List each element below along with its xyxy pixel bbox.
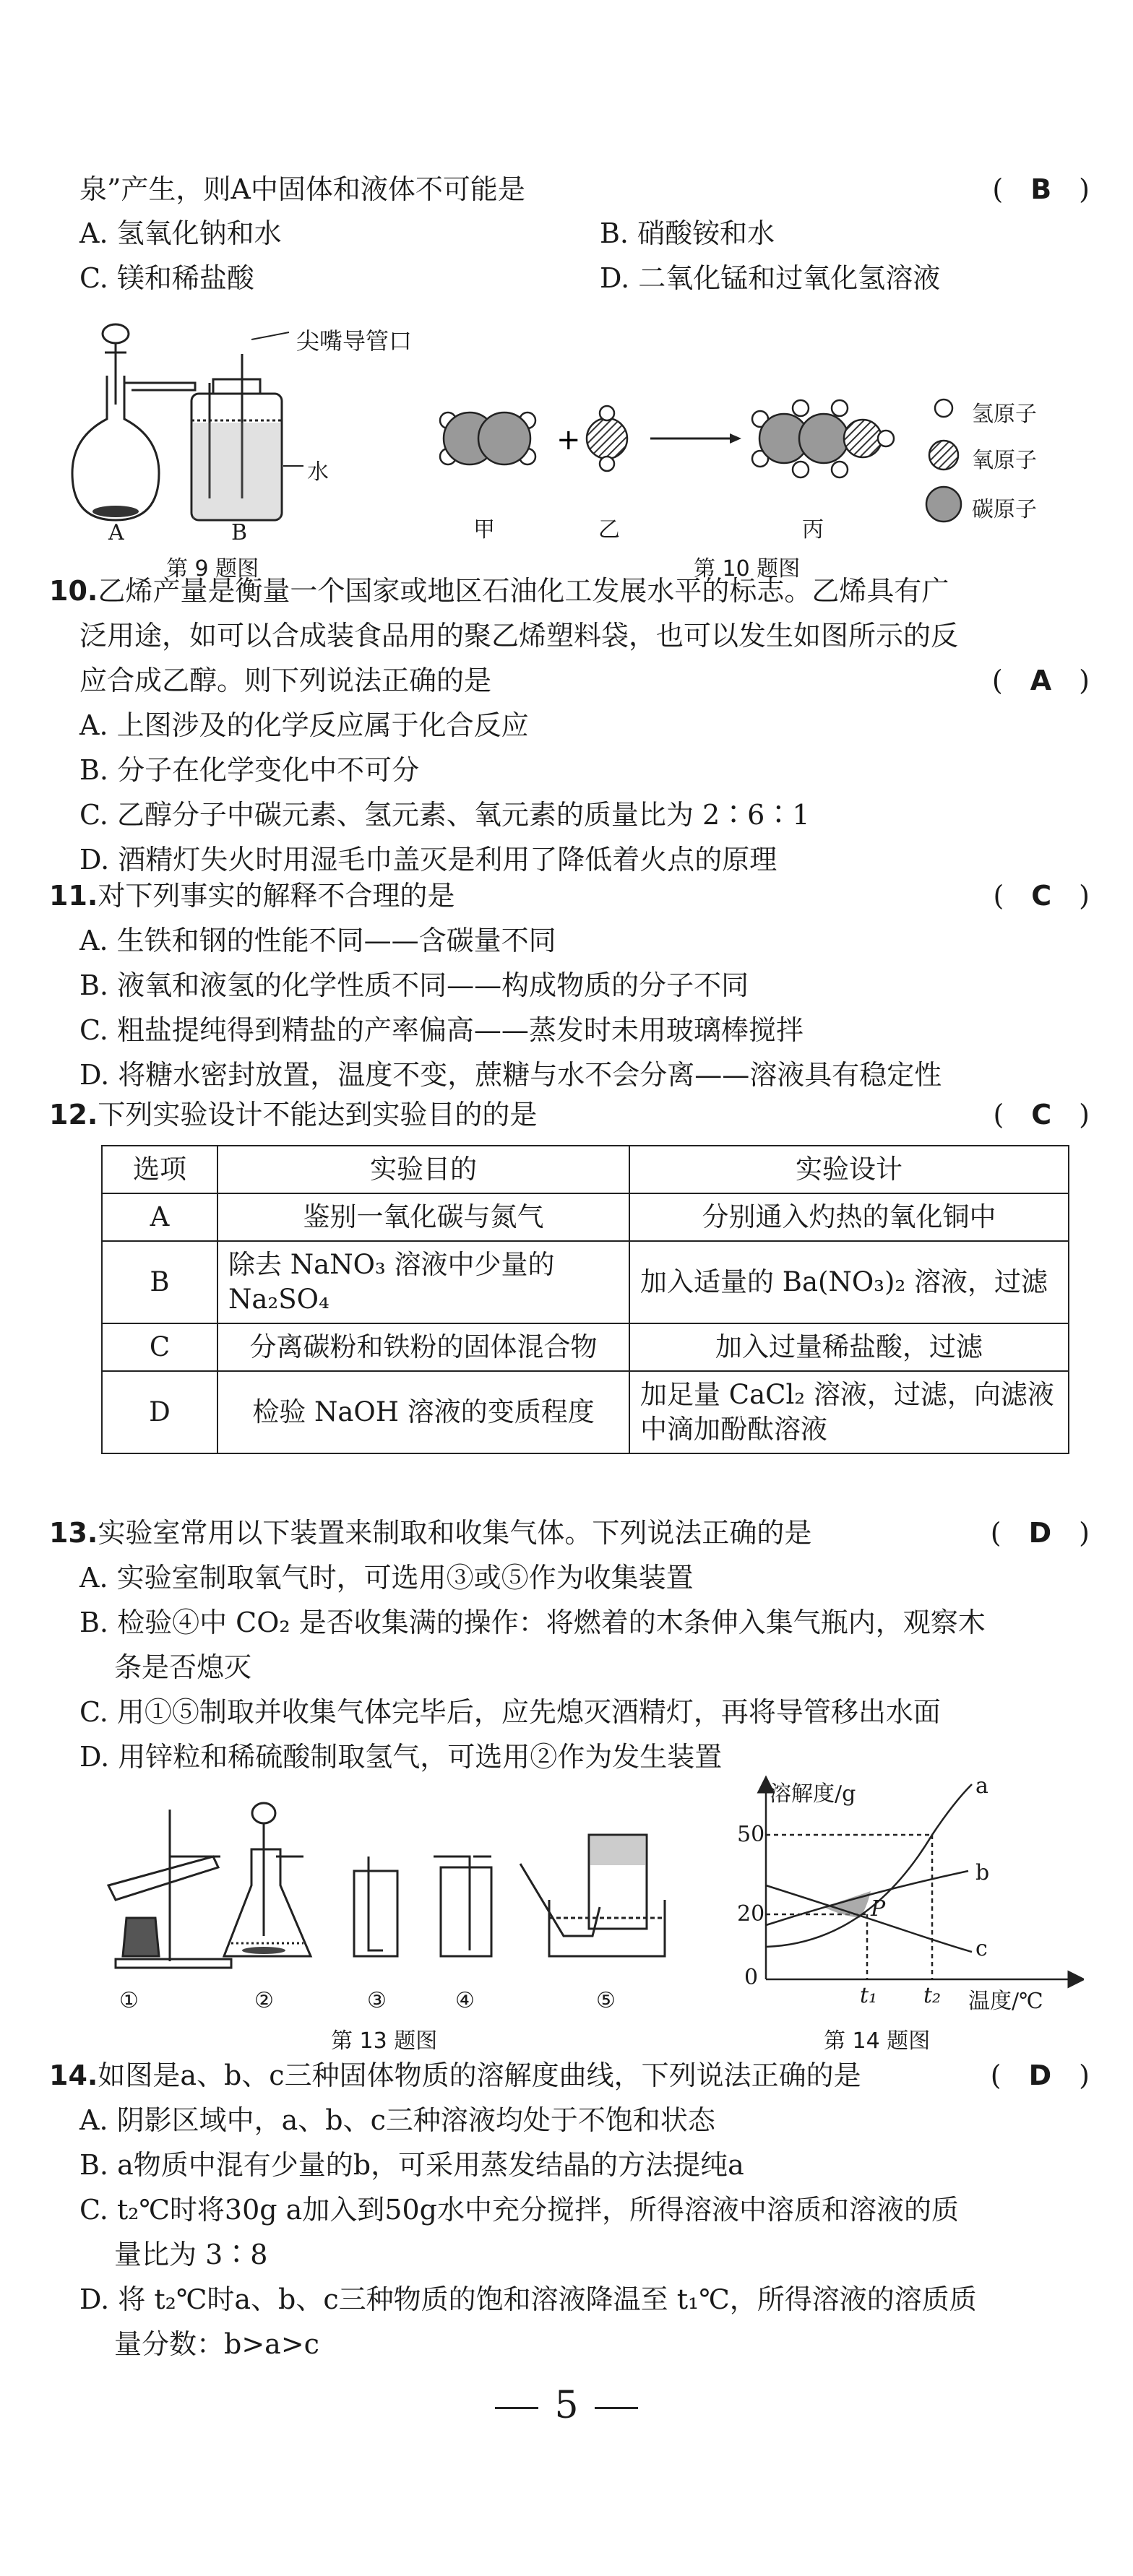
table-cell: 除去 NaNO₃ 溶液中少量的 Na₂SO₄ xyxy=(217,1241,629,1323)
table-header-cell: 实验目的 xyxy=(217,1146,629,1193)
q10-option-a: A. 上图涉及的化学反应属于化合反应 xyxy=(79,709,529,741)
q9-water-label: 水 xyxy=(307,459,329,485)
q13-option-c: C. 用①⑤制取并收集气体完毕后，应先熄灭酒精灯，再将导管移出水面 xyxy=(79,1696,941,1728)
q11-option-a: A. 生铁和钢的性能不同——含碳量不同 xyxy=(79,925,556,956)
q11-stem: 11.对下列事实的解释不合理的是 xyxy=(49,880,455,912)
q9-nozzle-label: 尖嘴导管口 xyxy=(296,327,413,355)
q9-answer: ( B ) xyxy=(992,173,1090,205)
q13-option-b-line1: B. 检验④中 CO₂ 是否收集满的操作：将燃着的木条伸入集气瓶内，观察木 xyxy=(79,1607,986,1638)
table-cell: 分别通入灼热的氧化铜中 xyxy=(629,1193,1069,1241)
q10-stem-line2: 泛用途，如可以合成装食品用的聚乙烯塑料袋，也可以发生如图所示的反 xyxy=(79,620,959,652)
q14-t2: t₂ xyxy=(923,1983,942,2008)
q14-option-a: A. 阴影区域中，a、b、c三种溶液均处于不饱和状态 xyxy=(79,2104,715,2136)
table-cell: 加入过量稀盐酸，过滤 xyxy=(629,1323,1069,1371)
table-cell: 加入适量的 Ba(NO₃)₂ 溶液，过滤 xyxy=(629,1241,1069,1323)
q14-stem: 14.如图是a、b、c三种固体物质的溶解度曲线，下列说法正确的是 xyxy=(49,2059,861,2091)
q14-caption: 第 14 题图 xyxy=(824,2028,931,2054)
table-header-cell: 实验设计 xyxy=(629,1146,1069,1193)
table-cell: A xyxy=(102,1193,217,1241)
q14-option-d-line1: D. 将 t₂℃时a、b、c三种物质的饱和溶液降温至 t₁℃，所得溶液的溶质质 xyxy=(79,2283,977,2315)
q13-stem: 13.实验室常用以下装置来制取和收集气体。下列说法正确的是 xyxy=(49,1517,812,1549)
q13-label-4: ④ xyxy=(455,1988,475,2013)
q13-label-5: ⑤ xyxy=(596,1988,616,2013)
q9-option-d: D. 二氧化锰和过氧化氢溶液 xyxy=(600,262,941,294)
q9-label-b: B xyxy=(231,520,248,545)
page-number: 5 xyxy=(0,2384,1133,2427)
q10-option-d: D. 酒精灯失火时用湿毛巾盖灭是利用了降低着火点的原理 xyxy=(79,844,777,876)
q14-y50: 50 xyxy=(737,1822,765,1847)
q14-point-p: P xyxy=(871,1896,886,1922)
table-cell: D xyxy=(102,1371,217,1453)
q10-stem-line1: 10.乙烯产量是衡量一个国家或地区石油化工发展水平的标志。乙烯具有广 xyxy=(49,575,949,607)
q13-answer: ( D ) xyxy=(990,1517,1090,1549)
q14-option-c-line2: 量比为 3∶8 xyxy=(114,2239,268,2270)
q13-option-a: A. 实验室制取氧气时，可选用③或⑤作为收集装置 xyxy=(79,1562,694,1594)
q14-curve-a-label: a xyxy=(975,1773,988,1799)
q13-option-d: D. 用锌粒和稀硫酸制取氢气，可选用②作为发生装置 xyxy=(79,1741,723,1773)
table-cell: 鉴别一氧化碳与氮气 xyxy=(217,1193,629,1241)
q10-stem-line3: 应合成乙醇。则下列说法正确的是 xyxy=(79,665,492,696)
q14-ylabel: 溶解度/g xyxy=(770,1781,856,1807)
table-cell: 加足量 CaCl₂ 溶液，过滤，向滤液中滴加酚酞溶液 xyxy=(629,1371,1069,1453)
q13-caption: 第 13 题图 xyxy=(331,2028,438,2054)
q10-answer: ( A ) xyxy=(991,665,1090,696)
q9-option-a: A. 氢氧化钠和水 xyxy=(79,217,282,249)
table-header-cell: 选项 xyxy=(102,1146,217,1193)
q14-option-b: B. a物质中混有少量的b，可采用蒸发结晶的方法提纯a xyxy=(79,2149,744,2181)
q11-answer: ( C ) xyxy=(993,880,1090,912)
table-cell: 检验 NaOH 溶液的变质程度 xyxy=(217,1371,629,1453)
q13-option-b-line2: 条是否熄灭 xyxy=(114,1651,252,1683)
q11-option-c: C. 粗盐提纯得到精盐的产率偏高——蒸发时未用玻璃棒搅拌 xyxy=(79,1014,804,1046)
q12-stem: 12.下列实验设计不能达到实验目的的是 xyxy=(49,1099,538,1131)
q9-option-c: C. 镁和稀盐酸 xyxy=(79,262,254,294)
q14-y20: 20 xyxy=(737,1901,765,1927)
q10-legend-carbon: 碳原子 xyxy=(972,497,1037,522)
q14-answer: ( D ) xyxy=(990,2059,1090,2091)
q10-legend-oxygen: 氧原子 xyxy=(972,448,1037,473)
q13-label-2: ② xyxy=(254,1988,274,2013)
q14-xlabel: 温度/℃ xyxy=(968,1989,1043,2014)
q9-stem-tail: 泉”产生，则A中固体和液体不可能是 xyxy=(79,173,525,205)
table-cell: 分离碳粉和铁粉的固体混合物 xyxy=(217,1323,629,1371)
q14-origin: 0 xyxy=(744,1965,759,1990)
q13-apparatus-figure xyxy=(87,1791,679,1979)
q9-caption: 第 9 题图 xyxy=(166,556,259,582)
q10-label-jia: 甲 xyxy=(473,517,495,543)
q9-option-b: B. 硝酸铵和水 xyxy=(600,217,775,249)
table-row xyxy=(102,1193,1069,1241)
table-row xyxy=(102,1241,1069,1323)
q10-plus: + xyxy=(556,423,581,457)
q14-curve-c-label: c xyxy=(975,1936,988,1961)
q13-label-3: ③ xyxy=(367,1988,387,2013)
table-row xyxy=(102,1323,1069,1371)
q11-option-d: D. 将糖水密封放置，温度不变，蔗糖与水不会分离——溶液具有稳定性 xyxy=(79,1059,942,1091)
q10-option-c: C. 乙醇分子中碳元素、氢元素、氧元素的质量比为 2∶6∶1 xyxy=(79,799,810,831)
q10-option-b: B. 分子在化学变化中不可分 xyxy=(79,754,420,786)
q10-label-yi: 乙 xyxy=(598,517,620,543)
table-cell: C xyxy=(102,1323,217,1371)
table-header-row xyxy=(102,1146,1069,1193)
q9-label-a: A xyxy=(108,520,124,545)
q14-option-c-line1: C. t₂℃时将30g a加入到50g水中充分搅拌，所得溶液中溶质和溶液的质 xyxy=(79,2194,959,2226)
table-cell: B xyxy=(102,1241,217,1323)
q14-option-d-line2: 量分数：b>a>c xyxy=(114,2328,319,2360)
q14-curve-b-label: b xyxy=(975,1860,990,1885)
q14-t1: t₁ xyxy=(860,1983,878,2008)
q10-label-bing: 丙 xyxy=(802,517,824,543)
table-row xyxy=(102,1371,1069,1453)
q12-answer: ( C ) xyxy=(993,1099,1090,1131)
q11-option-b: B. 液氧和液氢的化学性质不同——构成物质的分子不同 xyxy=(79,969,749,1001)
q10-caption: 第 10 题图 xyxy=(694,556,801,582)
q12-table xyxy=(101,1145,1069,1454)
q13-label-1: ① xyxy=(119,1988,139,2013)
q10-legend-hydrogen: 氢原子 xyxy=(972,402,1037,427)
